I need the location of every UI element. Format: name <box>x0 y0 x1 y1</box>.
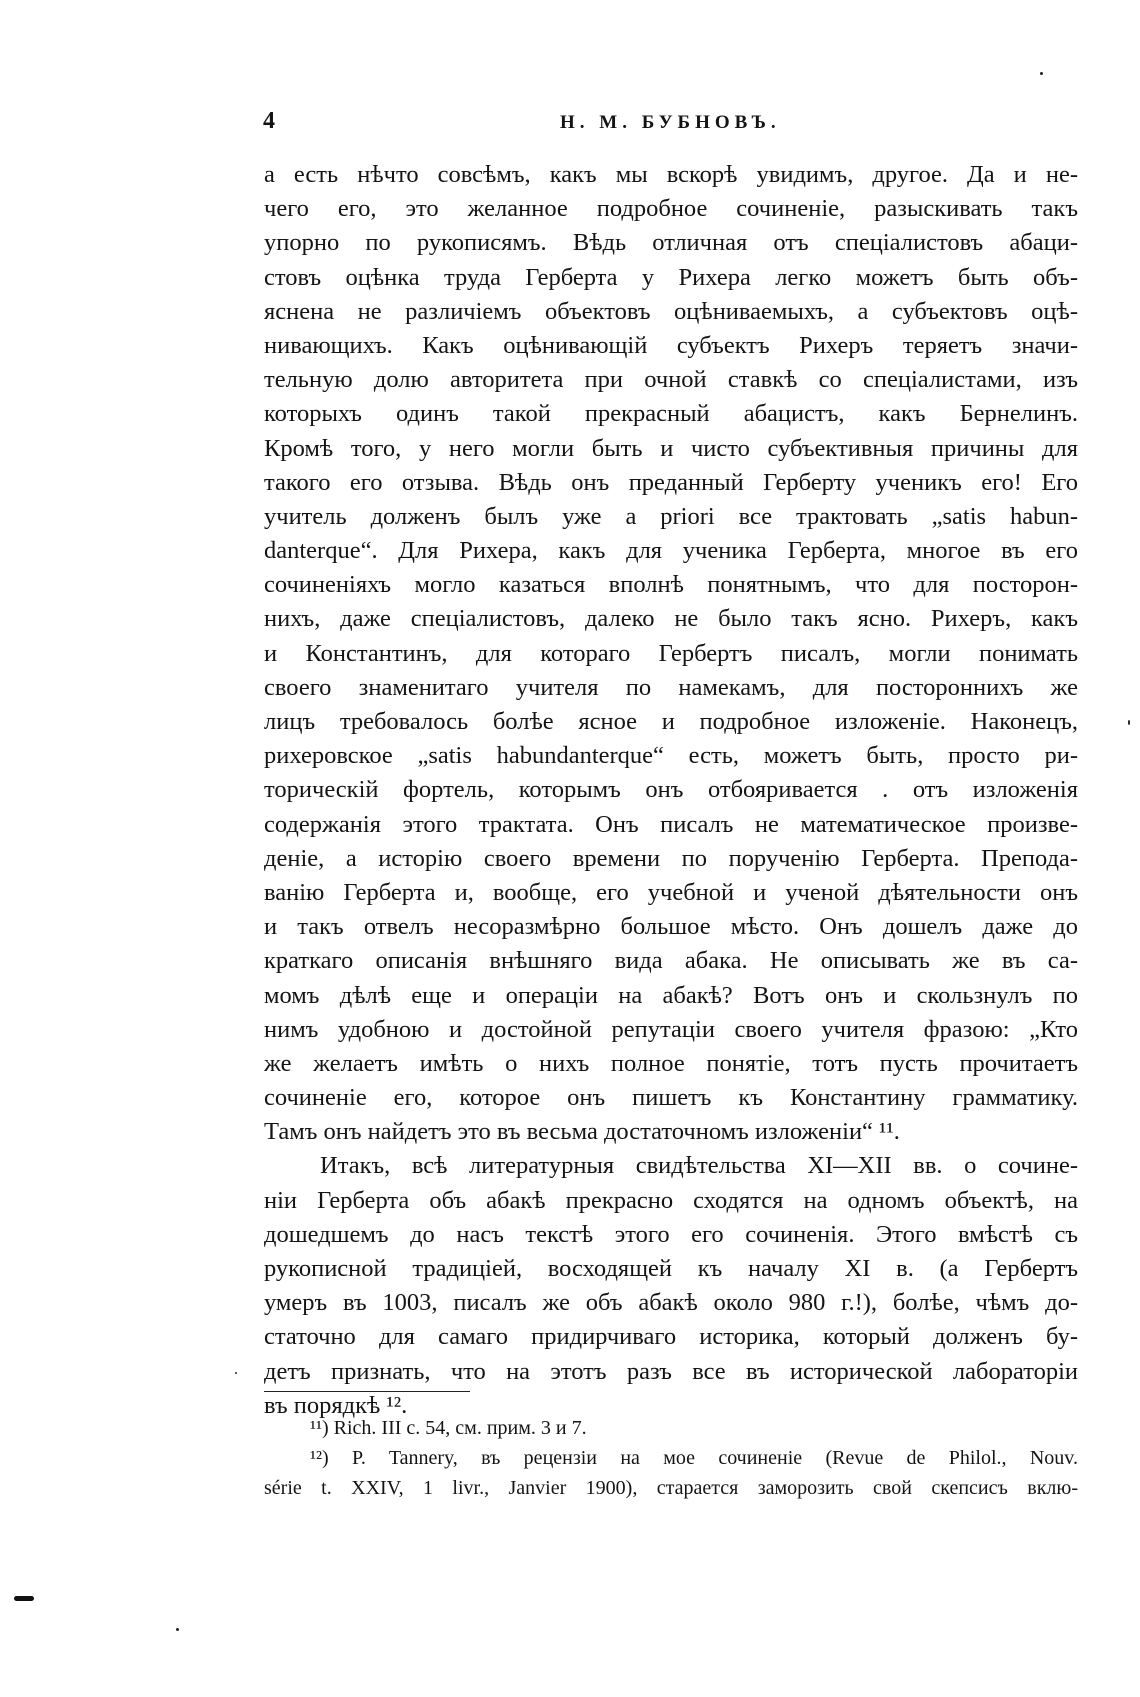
body-line: умеръ въ 1003, писалъ же объ абакѣ около 980 г.!), болѣе, чѣмъ до- <box>264 1289 1078 1317</box>
body-line: рукописной традиціей, восходящей къ началу XI в. (а Гербертъ <box>264 1255 1078 1282</box>
body-line: тельную долю авторитета при очной ставкѣ со спеціалистами, изъ <box>264 366 1078 394</box>
body-line: такого его отзыва. Вѣдь онъ преданный Герберту ученикъ его! Его <box>264 468 1078 496</box>
scan-speck <box>1040 72 1043 75</box>
body-line: Кромѣ того, у него могли быть и чисто субъективныя причины для <box>264 434 1078 462</box>
body-line: яснена не различіемъ объектовъ оцѣниваемыхъ, а субъектовъ оцѣ- <box>264 297 1078 325</box>
body-line: момъ дѣлѣ еще и операціи на абакѣ? Вотъ онъ и скользнулъ по <box>264 981 1078 1009</box>
body-line: же желаетъ имѣть о нихъ полное понятіе, тотъ пусть прочитаетъ <box>264 1049 1078 1077</box>
body-line: нимъ удобною и достойной репутаціи своего учителя фразою: „Кто <box>264 1015 1078 1043</box>
body-line: и Константинъ, для котораго Гербертъ писалъ, могли понимать <box>264 639 1078 667</box>
body-line: ванію Герберта и, вообще, его учебной и ученой дѣятельности онъ <box>264 878 1078 906</box>
footnote-rule <box>264 1391 470 1392</box>
footnotes <box>264 1413 1078 1503</box>
body-line: сочиненіяхъ могло казаться вполнѣ понятнымъ, что для посторон- <box>264 571 1078 599</box>
scan-speck <box>176 1628 179 1631</box>
body-line: сочиненіе его, которое онъ пишетъ къ Константину грамматику. <box>264 1084 1078 1112</box>
footnote-line: ¹²) P. Tannery, въ рецензіи на мое сочиненіе (Revue de Philol., Nouv. <box>310 1447 1078 1469</box>
body-line: а есть нѣчто совсѣмъ, какъ мы вскорѣ увидимъ, другое. Да и не- <box>264 161 1078 188</box>
scan-smudge <box>14 1596 34 1601</box>
body-line: учитель долженъ былъ уже a priori все трактовать „satis habun- <box>264 502 1078 530</box>
footnote-line: ¹¹) Rich. III c. 54, см. прим. 3 и 7. <box>310 1417 587 1439</box>
body-line: Тамъ онъ найдетъ это въ весьма достаточномъ изложеніи“ ¹¹. <box>264 1118 900 1146</box>
body-line: детъ признать, что на этотъ разъ все въ исторической лабораторіи <box>264 1357 1078 1385</box>
body-line: лицъ требовалось болѣе ясное и подробное изложеніе. Наконецъ, <box>264 708 1078 735</box>
body-line: рихеровское „satis habundanterque“ есть, можетъ быть, просто ри- <box>264 742 1078 770</box>
body-line: деніе, а исторію своего времени по порученію Герберта. Препода- <box>264 844 1078 872</box>
body-line: ніи Герберта объ абакѣ прекрасно сходятся на одномъ объектѣ, на <box>264 1186 1078 1214</box>
body-line: нивающихъ. Какъ оцѣнивающій субъектъ Рихеръ теряетъ значи- <box>264 331 1078 359</box>
body-line: упорно по рукописямъ. Вѣдь отличная отъ спеціалистовъ абаци- <box>264 229 1078 257</box>
body-line: нихъ, даже спеціалистовъ, далеко не было такъ ясно. Рихеръ, какъ <box>264 605 1078 633</box>
scan-speck <box>1128 720 1130 725</box>
body-line: дошедшемъ до насъ текстѣ этого его сочиненія. Этого вмѣстѣ съ <box>264 1220 1078 1248</box>
body-line: Итакъ, всѣ литературныя свидѣтельства XI—XII вв. о сочине- <box>320 1152 1078 1180</box>
scan-speck <box>235 1372 237 1374</box>
body-line: въ порядкѣ ¹². <box>264 1391 408 1419</box>
body-line: danterque“. Для Рихера, какъ для ученика Герберта, многое въ его <box>264 537 1078 565</box>
body-line: своего знаменитаго учителя по намекамъ, для постороннихъ же <box>264 673 1078 701</box>
body-line: которыхъ одинъ такой прекрасный абацистъ, какъ Бернелинъ. <box>264 400 1078 428</box>
body-line: содержанія этого трактата. Онъ писалъ не математическое произве- <box>264 810 1078 838</box>
page-number: 4 <box>263 108 275 134</box>
body-line: стовъ оцѣнка труда Герберта у Рихера легко можетъ быть объ- <box>264 263 1078 291</box>
body-line: торическій фортель, которымъ онъ отбояривается . отъ изложенія <box>264 776 1078 804</box>
footnote-line: série t. XXIV, 1 livr., Janvier 1900), старается заморозить свой скепсисъ вклю- <box>264 1477 1078 1499</box>
body-line: краткаго описанія внѣшняго вида абака. Не описывать же въ са- <box>264 947 1078 975</box>
body-line: и такъ отвелъ несоразмѣрно большое мѣсто. Онъ дошелъ даже до <box>264 913 1078 941</box>
body-text <box>264 158 1078 1423</box>
running-head: Н. М. БУБНОВЪ. <box>560 112 781 133</box>
body-line: чего его, это желанное подробное сочиненіе, разыскивать такъ <box>264 195 1078 223</box>
body-line: статочно для самаго придирчиваго историка, который долженъ бу- <box>264 1323 1078 1351</box>
